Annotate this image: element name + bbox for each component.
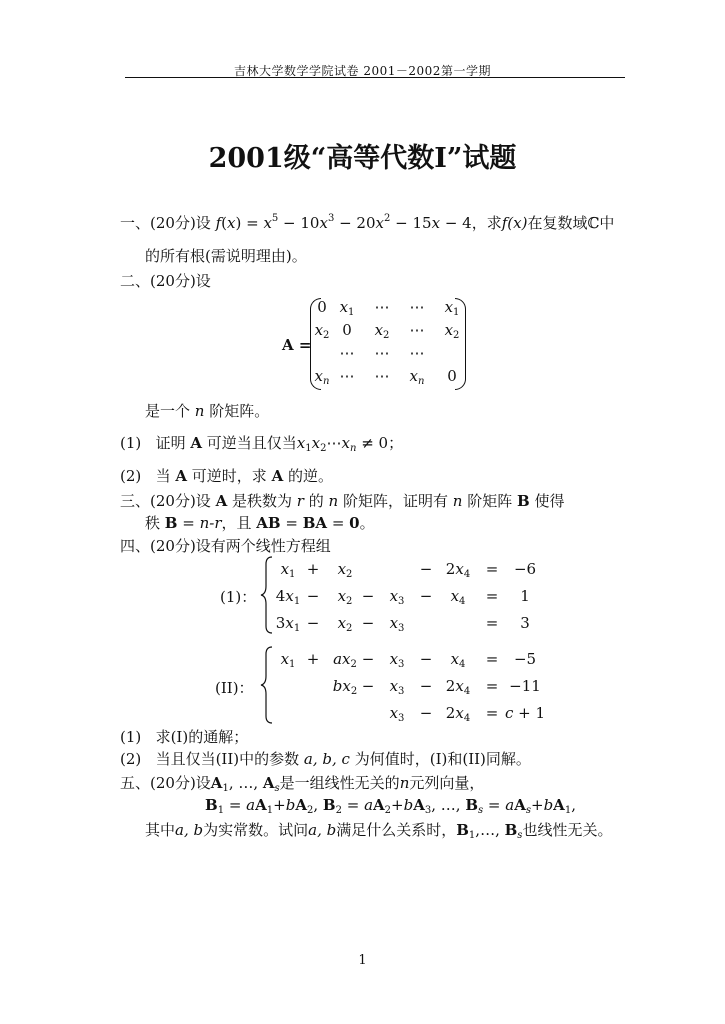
q1-line-2: 的所有根(需说明理由)。 [145, 247, 307, 265]
q5-l3-pre: 其中 [145, 821, 176, 839]
matrix-cell: 0 [317, 298, 327, 316]
q1-fx: f(x) [501, 214, 528, 232]
matrix-cell: 0 [342, 321, 352, 339]
sys1-term: + [306, 560, 320, 578]
sys1-term: 3 [520, 614, 530, 632]
sys2-term: $x_1$ [280, 650, 296, 670]
sys1-term: 1 [520, 587, 530, 605]
sys1-term: − [306, 587, 320, 605]
q5-l3-mid: 为实常数。试问 [203, 821, 309, 839]
q1-tail: 在复数域ℂ中 [527, 214, 615, 232]
q4-part-2 [120, 748, 531, 769]
q3-l2-nr: n-r [199, 514, 222, 532]
q2-p2-mid: 可逆时，求 [191, 467, 267, 485]
q3-t5: 使得 [534, 492, 565, 510]
q3-t3: 阶矩阵，证明有 [343, 492, 449, 510]
sys1-term: $3x_1$ [275, 614, 301, 634]
q2-p2-A: A [175, 467, 187, 485]
q3-l2-AB: AB [256, 514, 281, 532]
sys2-term: − [361, 650, 375, 668]
q1-after: ，求 [471, 214, 502, 232]
sys2-term: −5 [513, 650, 537, 668]
q5-l3-end: 也线性无关。 [522, 821, 613, 839]
sys1-term: − [306, 614, 320, 632]
sys1-label: (1)： [220, 588, 257, 606]
q5-l1-end: 元列向量， [409, 774, 485, 792]
q5-l3-mid2: 满足什么关系时， [336, 821, 457, 839]
matrix-cell: $x_1$ [339, 298, 355, 318]
sys1-term: − [419, 587, 433, 605]
sys1-term: − [361, 587, 375, 605]
q4-part-1 [120, 726, 248, 747]
matrix-cell: ⋯ [374, 344, 390, 362]
sys1-term: $x_1$ [280, 560, 296, 580]
sys2-term: − [419, 677, 433, 695]
matrix-cell: $x_1$ [444, 298, 460, 318]
sys1-term: = [485, 614, 499, 632]
sys2-term: $x_4$ [450, 650, 466, 670]
sys2-term: $x_3$ [389, 704, 405, 724]
matrix-cell: ⋯ [409, 298, 425, 316]
q2-p1-pre: 证明 [155, 434, 186, 452]
sys2-term: $x_3$ [389, 650, 405, 670]
q2-p1-num: (1) [120, 434, 142, 452]
q5-b-vectors: $B_1,\dots$, $B_s$ [456, 821, 523, 841]
q3-B: B [517, 492, 530, 510]
q2-description [145, 400, 269, 421]
sys1-term: −6 [513, 560, 537, 578]
q3-r: r [296, 492, 304, 510]
matrix-cell: ⋯ [374, 298, 390, 316]
matrix-cell: ⋯ [339, 344, 355, 362]
q3-line-2 [145, 512, 375, 533]
q2-p2-pre: 当 [155, 467, 171, 485]
page-title: 2001级“高等代数I”试题 [208, 143, 517, 174]
q2-p1-cond: ≠ 0； [361, 434, 404, 452]
q4-p2-pre: 当且仅当(II)中的参数 [155, 750, 300, 768]
q5-vectors: $A_1$, …, $A_s$ [210, 774, 280, 794]
sys2-term: −11 [509, 677, 541, 695]
sys2-term: − [419, 650, 433, 668]
q3-l2-mid: ，且 [221, 514, 252, 532]
page-number: 1 [358, 953, 367, 968]
q3-t4: 阶矩阵 [467, 492, 513, 510]
matrix-cell: ⋯ [409, 321, 425, 339]
q2-desc-n: n [194, 402, 205, 420]
q3-n: n [328, 492, 339, 510]
q3-l2-end: 。 [359, 514, 375, 532]
q2-part-2 [120, 465, 333, 486]
q3-label: 三、(20分)设 [120, 492, 211, 510]
q3-A: A [215, 492, 228, 510]
q3-t1: 是秩数为 [232, 492, 293, 510]
matrix-label: A = [282, 336, 312, 354]
sys1-term: $2x_4$ [445, 560, 471, 580]
matrix-cell: ⋯ [409, 344, 425, 362]
matrix-cell: $x_2$ [444, 321, 460, 341]
sys2-term: $ax_2$ [333, 650, 357, 670]
q5-label: 五、(20分)设 [120, 774, 211, 792]
q2-p2-A2: A [271, 467, 284, 485]
q4-p1-text: 求(I)的通解； [155, 728, 249, 746]
matrix-cell: $x_2$ [314, 321, 330, 341]
matrix-cell: $x_2$ [374, 321, 390, 341]
sys2-term: $x_3$ [389, 677, 405, 697]
matrix-cell: $x_n$ [409, 367, 425, 387]
q4-p2-post: 为何值时，(I)和(II)同解。 [354, 750, 531, 768]
matrix-cell: ⋯ [339, 367, 355, 385]
sys2-term: $2x_4$ [445, 677, 471, 697]
q4-p2-num: (2) [120, 750, 142, 768]
sys2-term: − [419, 704, 433, 722]
q5-l1-n: n [399, 774, 410, 792]
matrix-cell: 0 [447, 367, 457, 385]
q2-part-1 [120, 432, 403, 453]
q2-label: 二、(20分)设 [120, 272, 211, 290]
q3-line-1 [120, 490, 565, 511]
q3-l2-pre: 秩 [145, 514, 161, 532]
sys2-term: − [361, 677, 375, 695]
q3-l2-B: B [164, 514, 178, 532]
q5-l1-tail: 是一组线性无关的 [279, 774, 400, 792]
q3-l2-eq3: = [327, 514, 350, 532]
q2-p2-post: 的逆。 [288, 467, 334, 485]
page-header: 吉林大学数学学院试卷 2001－2002第一学期 [234, 64, 491, 78]
sys1-term: − [419, 560, 433, 578]
q3-l2-eq: = [177, 514, 200, 532]
sys1-term: − [361, 614, 375, 632]
matrix-cell: ⋯ [374, 367, 390, 385]
q3-n2: n [452, 492, 463, 510]
q2-desc-pre: 是一个 [145, 402, 191, 420]
q5-line-3 [145, 819, 612, 840]
sys1-term: = [485, 587, 499, 605]
q2-p1-post: 可逆当且仅当 [206, 434, 297, 452]
q2-p1-product: $x_1x_2\cdots x_n$ [296, 434, 357, 454]
sys2-term: c + 1 [504, 704, 546, 722]
q3-l2-eq2: = [280, 514, 303, 532]
sys2-term: $bx_2$ [332, 677, 358, 697]
sys2-term: = [485, 650, 499, 668]
q3-l2-BA: BA [302, 514, 328, 532]
q2-p2-num: (2) [120, 467, 142, 485]
q3-l2-zero: 0 [349, 514, 360, 532]
q1-polynomial: $f(x) = x^5 - 10x^3 - 20x^2 - 15x - 4$ [215, 213, 472, 232]
q5-l3-ab2: a, b [308, 821, 337, 839]
sys1-term: $x_3$ [389, 587, 405, 607]
sys2-term: + [306, 650, 320, 668]
sys1-term: $x_2$ [337, 587, 353, 607]
sys1-term: $x_3$ [389, 614, 405, 634]
sys2-term: $2x_4$ [445, 704, 471, 724]
sys1-term: $x_2$ [337, 614, 353, 634]
header-rule [125, 77, 625, 78]
q4-label: 四、(20分)设有两个线性方程组 [120, 537, 331, 555]
matrix-cell: $x_n$ [314, 367, 330, 387]
sys1-term: $4x_1$ [275, 587, 301, 607]
q2-desc-post: 阶矩阵。 [209, 402, 270, 420]
question-1-line-1 [120, 212, 614, 233]
sys1-term: $x_2$ [337, 560, 353, 580]
sys2-term: = [485, 704, 499, 722]
q2-p1-A: A [190, 434, 202, 452]
q1-label: 一、(20分)设 [120, 214, 211, 232]
q4-p1-num: (1) [120, 728, 142, 746]
q3-t2: 的 [308, 492, 324, 510]
sys1-term: $x_4$ [450, 587, 466, 607]
q5-equation-line: $B_1 = aA_1+bA_2$, $B_2 = aA_2+bA_3$, …, $B_s = aA_s+bA_1$, [205, 796, 576, 816]
sys1-term: = [485, 560, 499, 578]
sys2-term: = [485, 677, 499, 695]
sys2-label: (II)： [215, 679, 254, 697]
q5-l3-ab: a, b [175, 821, 204, 839]
q5-line-1 [120, 772, 484, 793]
q4-p2-params: a, b, c [303, 750, 350, 768]
